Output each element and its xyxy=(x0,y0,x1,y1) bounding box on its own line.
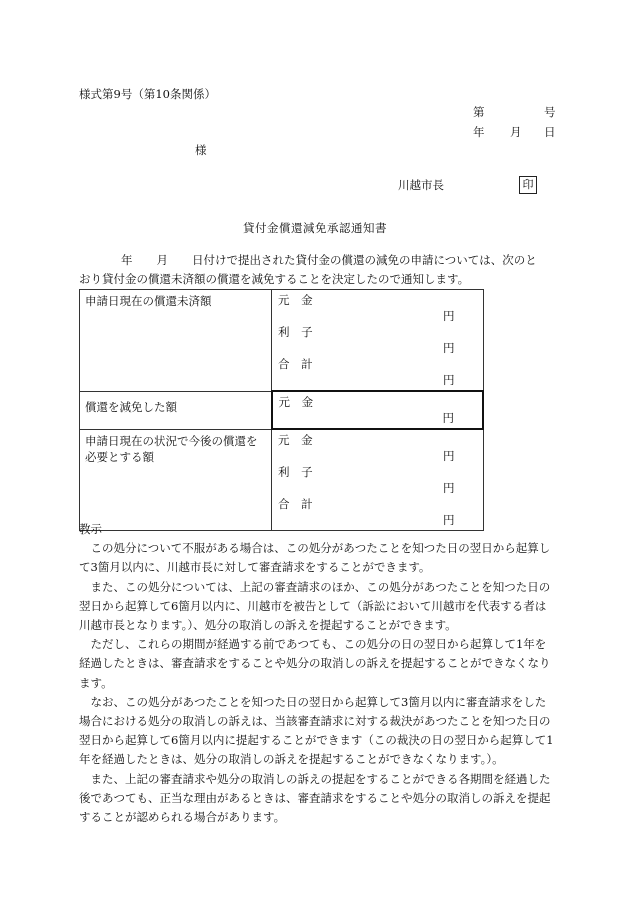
row-label: 申請日現在の状況で今後の償還を必要とする額 xyxy=(80,429,272,531)
table-row-remaining xyxy=(80,429,484,531)
row-values xyxy=(272,391,484,429)
form-number: 様式第9号（第10条関係） xyxy=(79,87,216,101)
issuer-name: 川越市長 xyxy=(398,178,444,192)
item-name: 合 計 xyxy=(278,497,317,511)
date-month-label: 月 xyxy=(510,125,522,139)
item-name: 元 金 xyxy=(278,293,317,307)
yen-unit: 円 xyxy=(443,309,455,323)
yen-unit: 円 xyxy=(442,411,454,425)
amount-item-principal xyxy=(276,292,479,324)
yen-unit: 円 xyxy=(443,341,455,355)
seal-mark: 印 xyxy=(519,176,537,194)
intro-year-label: 年 xyxy=(121,253,133,267)
item-name: 利 子 xyxy=(278,465,317,479)
intro-text xyxy=(79,251,557,289)
row-values xyxy=(272,429,484,531)
instruction-paragraph: また、この処分については、上記の審査請求のほか、この処分があつたことを知つた日の翌日から起算して6箇月以内に、川越市を被告として（訴訟において川越市を代表する者は川越市長となります。）、処分の取消しの訴えを提起することができます。 xyxy=(79,579,551,633)
date-day-label: 日 xyxy=(544,125,556,139)
item-name: 元 金 xyxy=(278,433,317,447)
instruction-section xyxy=(79,520,557,827)
instruction-heading: 教示 xyxy=(79,522,102,536)
amount-item-interest xyxy=(276,464,479,496)
amount-item-total xyxy=(276,356,479,388)
yen-unit: 円 xyxy=(443,373,455,387)
document-number-prefix: 第 xyxy=(473,105,485,119)
instruction-paragraph: ただし、これらの期間が経過する前であつても、この処分の日の翌日から起算して1年を経過したときは、審査請求をすることや処分の取消しの訴えを提起することができなくなります。 xyxy=(79,637,551,690)
intro-line-2: おり貸付金の償還未済額の償還を減免することを決定したので通知します。 xyxy=(79,272,470,286)
yen-unit: 円 xyxy=(443,481,455,495)
document-title: 貸付金償還減免承認通知書 xyxy=(243,221,387,235)
item-name: 利 子 xyxy=(278,325,317,339)
intro-month-label: 月 xyxy=(156,253,168,267)
instruction-paragraph: なお、この処分があつたことを知つた日の翌日から起算して3箇月以内に審査請求をした場合における処分の取消しの訴えは、当該審査請求に対する裁決があつたことを知つた日の翌日から起算して6箇月以内に提起することができます（この裁決の日の翌日から起算して1年を経過したときは、処分の取消しの訴えを提起することができなくなります。）。 xyxy=(79,694,554,767)
amount-item-principal xyxy=(276,432,479,464)
row-label: 申請日現在の償還未済額 xyxy=(80,290,272,392)
yen-unit: 円 xyxy=(443,513,455,527)
addressee-suffix: 様 xyxy=(195,143,207,157)
table-row-unpaid xyxy=(80,290,484,392)
item-name: 合 計 xyxy=(278,357,317,371)
date-year-label: 年 xyxy=(473,125,485,139)
yen-unit: 円 xyxy=(443,449,455,463)
intro-line-1: 日付けで提出された貸付金の償還の減免の申請については、次のと xyxy=(192,253,537,267)
item-name: 元 金 xyxy=(278,395,318,409)
table-row-reduced xyxy=(80,391,484,429)
document-number-suffix: 号 xyxy=(544,105,556,119)
row-label: 償還を減免した額 xyxy=(80,391,272,429)
instruction-paragraph: この処分について不服がある場合は、この処分があつたことを知つた日の翌日から起算して3箇月以内に、川越市長に対して審査請求をすることができます。 xyxy=(79,541,551,575)
instruction-paragraph: また、上記の審査請求や処分の取消しの訴えの提起をすることができる各期間を経過した後であつても、正当な理由があるときは、審査請求をすることや処分の取消しの訴えを提起することが認められる場合があります。 xyxy=(79,771,551,825)
amount-item-principal xyxy=(277,394,479,426)
amount-table xyxy=(79,289,484,531)
row-values xyxy=(272,290,484,392)
amount-item-interest xyxy=(276,324,479,356)
